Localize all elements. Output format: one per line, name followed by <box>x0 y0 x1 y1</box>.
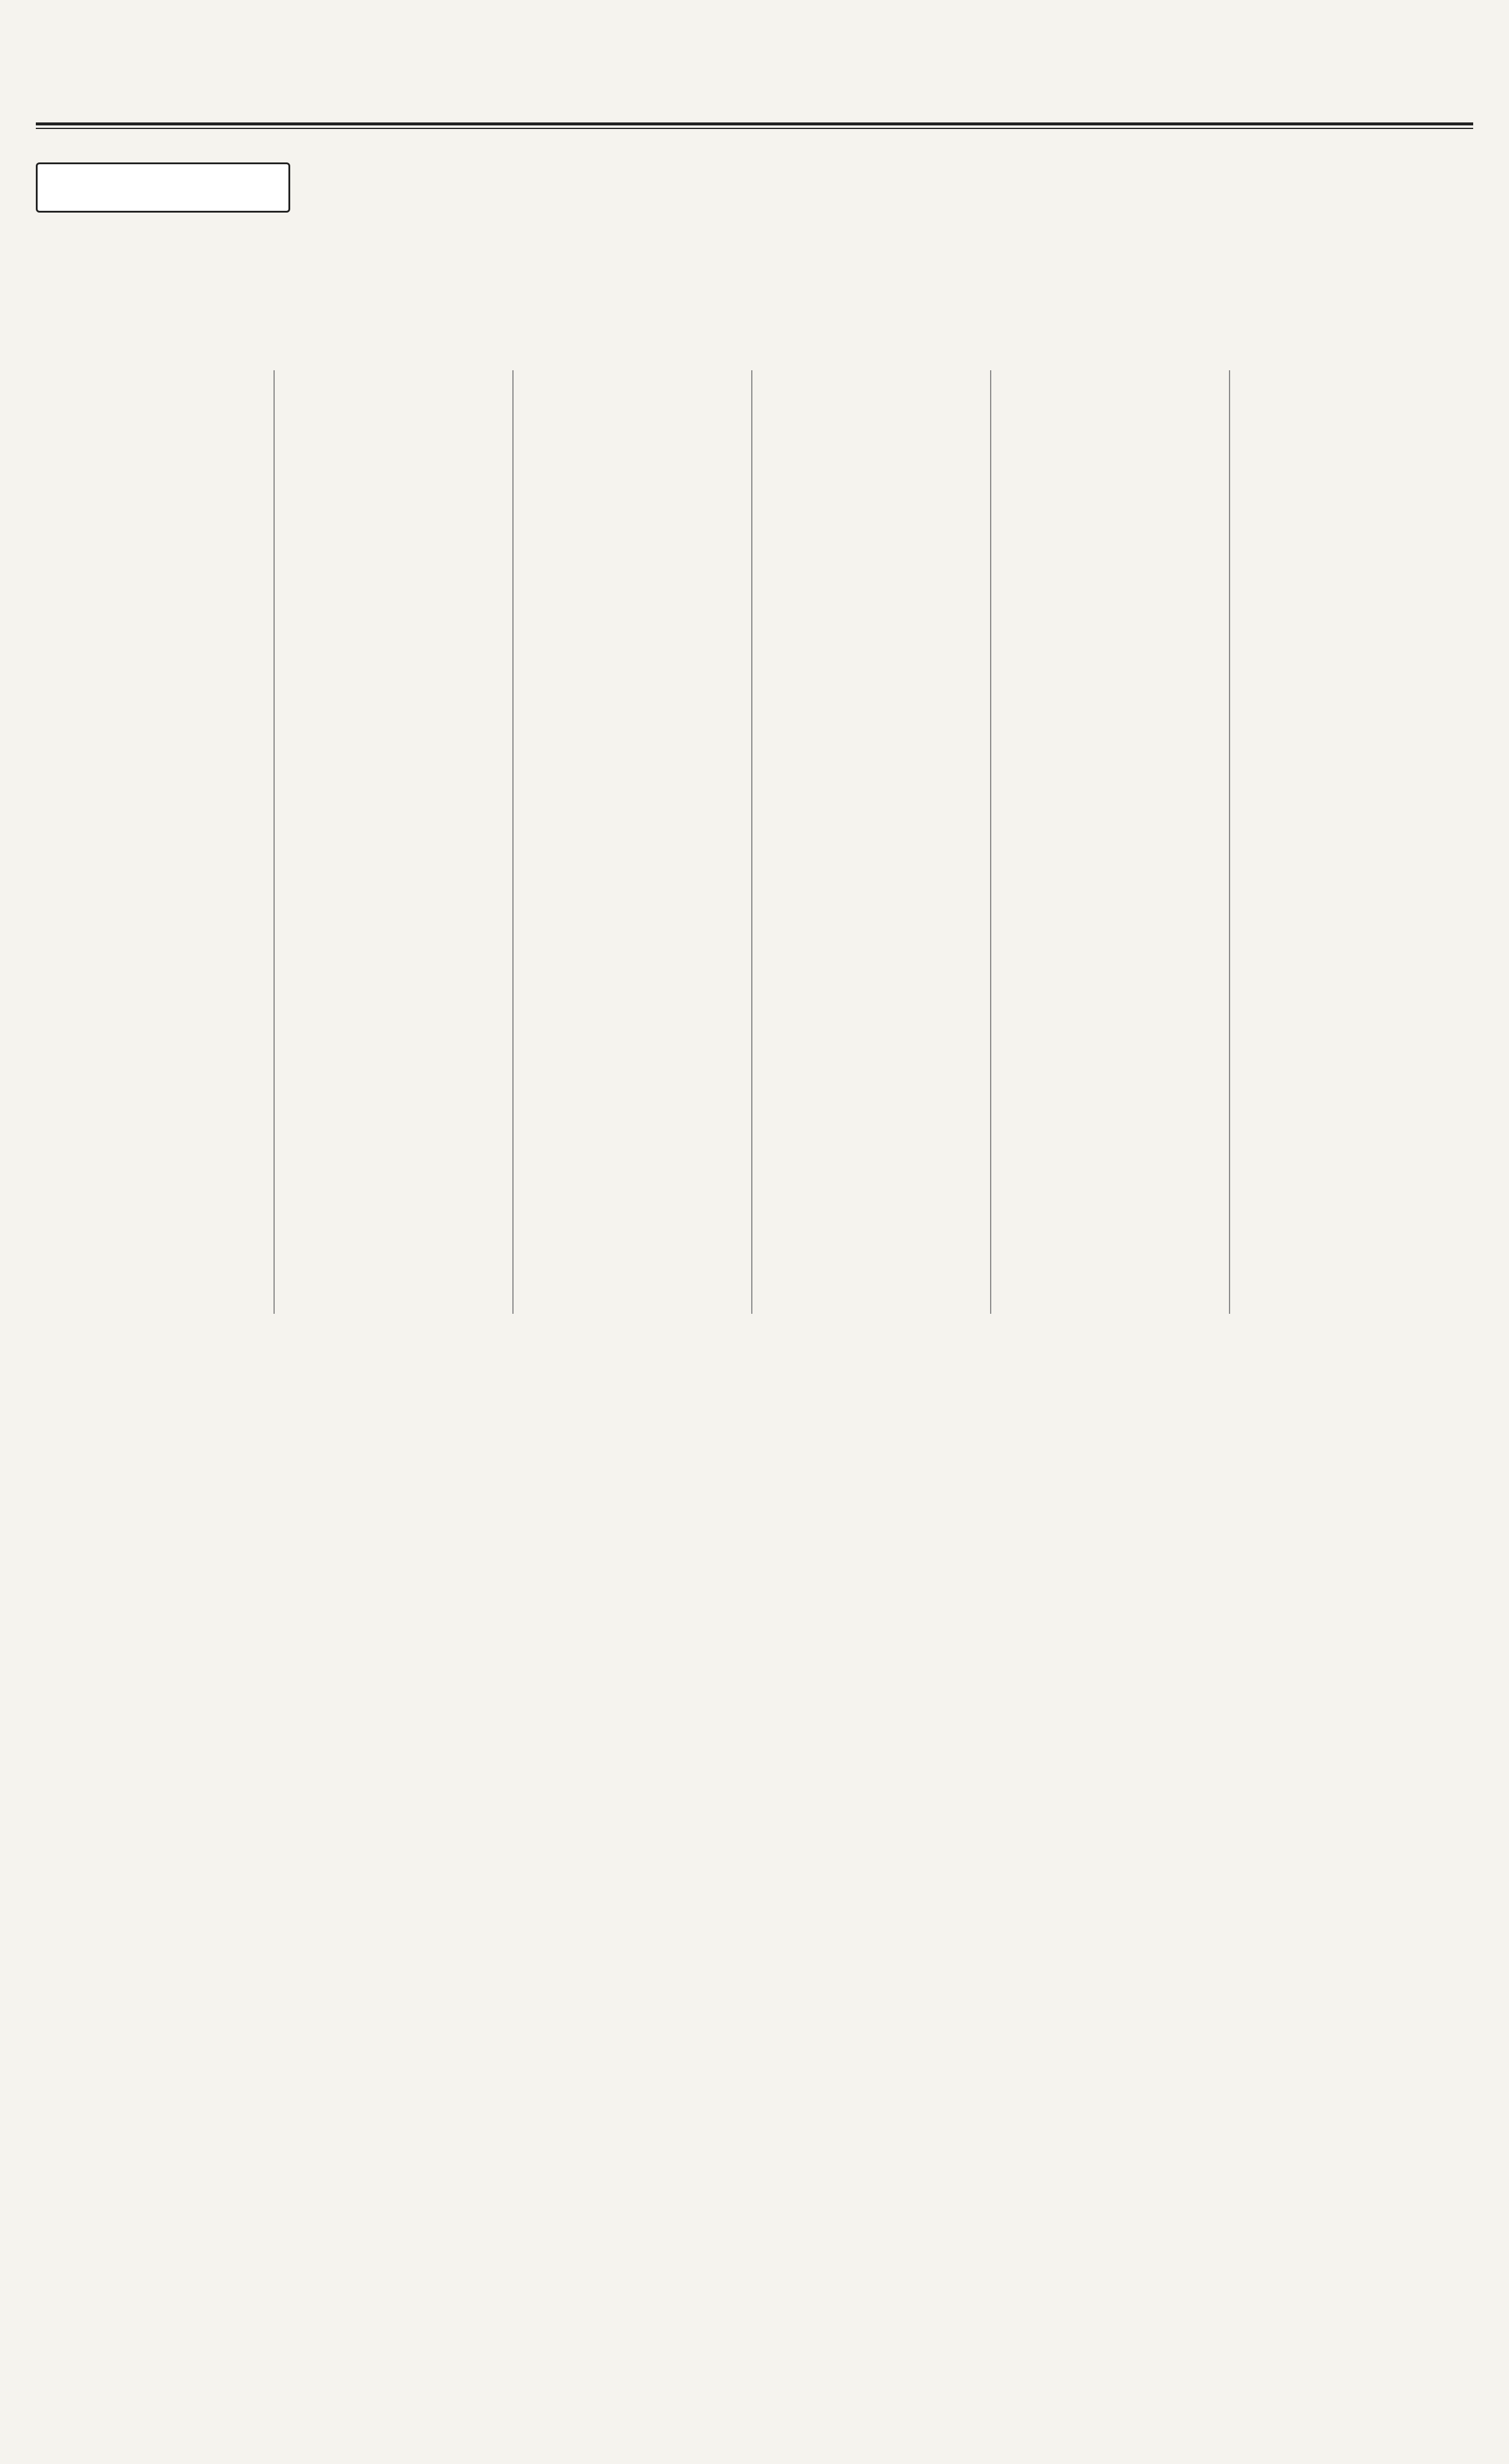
forum-column-5 <box>998 370 1221 1314</box>
column-divider <box>273 370 275 1314</box>
masthead-divider-thin <box>36 128 1473 129</box>
forum-column-1 <box>43 370 265 1314</box>
column-divider <box>751 370 752 1314</box>
column-divider <box>990 370 991 1314</box>
forum-column-4 <box>760 370 982 1314</box>
forum-column-6 <box>1237 370 1469 1314</box>
newspaper-logo <box>48 36 251 107</box>
masthead-divider <box>36 122 1473 125</box>
forum-column-3 <box>521 370 743 1314</box>
forum-tag <box>36 162 290 213</box>
forum-column-2 <box>282 370 504 1314</box>
column-divider <box>1229 370 1230 1314</box>
column-divider <box>512 370 514 1314</box>
